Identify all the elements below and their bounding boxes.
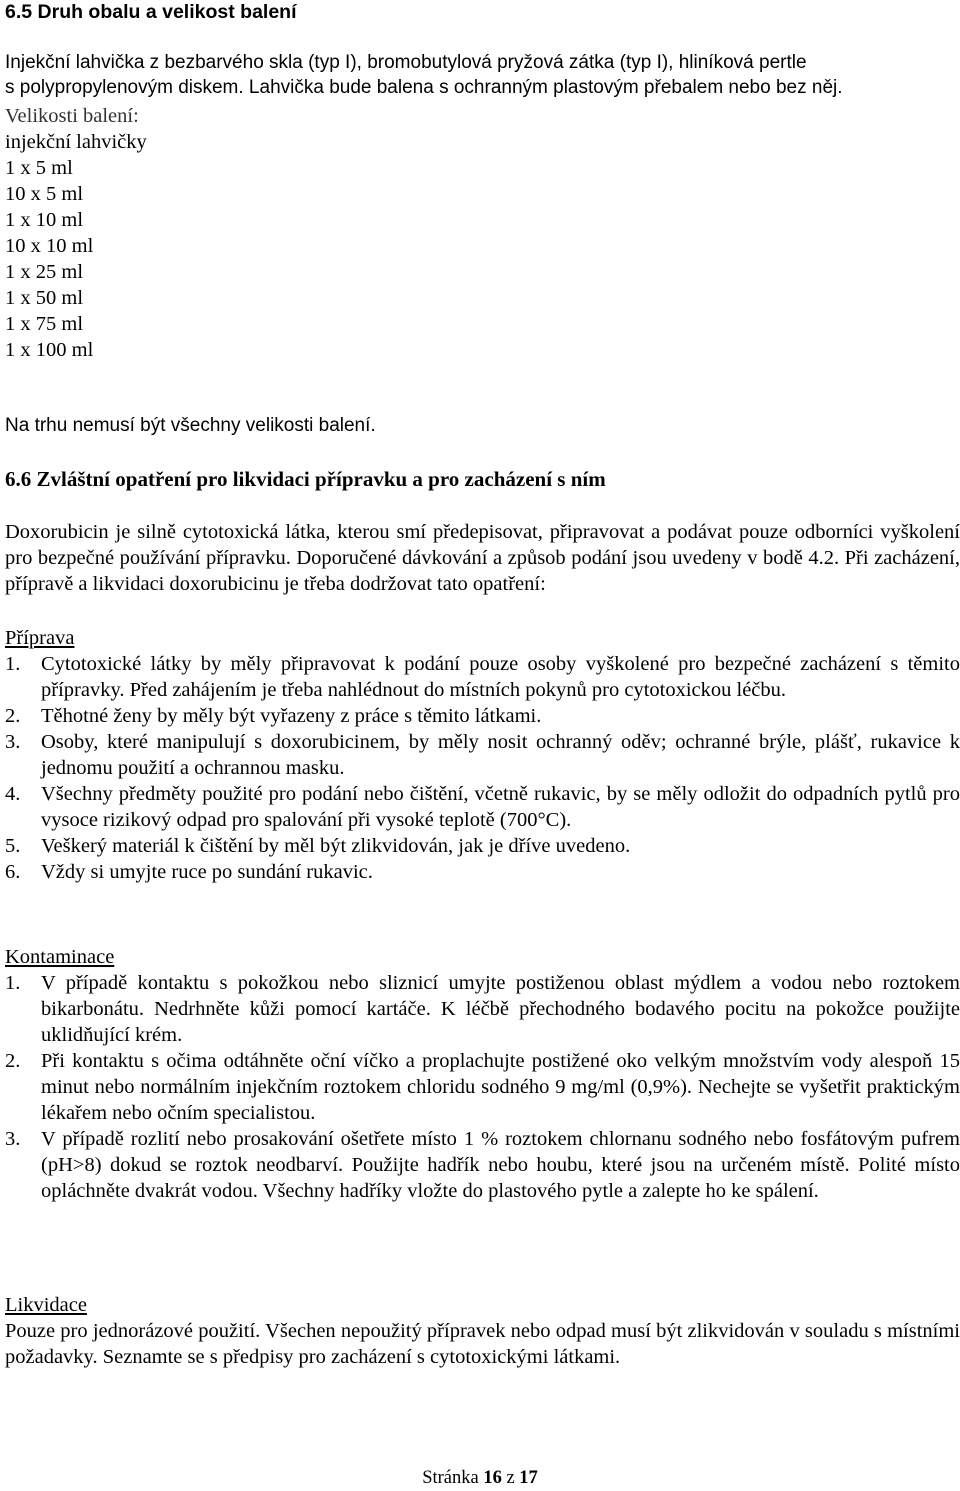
- item-number: 2.: [5, 1050, 21, 1072]
- contamination-item: [5, 970, 960, 1048]
- packaging-paragraph: [5, 50, 960, 100]
- contamination-item: [5, 1048, 960, 1126]
- pack-size: 1 x 10 ml: [5, 209, 84, 231]
- preparation-item: [5, 729, 960, 781]
- pack-sizes: [5, 103, 960, 363]
- item-number: 5.: [5, 835, 21, 857]
- packaging-line-1: Injekční lahvička z bezbarvého skla (typ I), bromobutylová pryžová zátka (typ I), hliníková pertle: [5, 52, 807, 73]
- section-heading-6-6: 6.6 Zvláštní opatření pro likvidaci přípravku a pro zacházení s ním: [5, 467, 606, 491]
- item-text: V případě kontaktu s pokožkou nebo sliznicí umyjte postiženou oblast mýdlem a vodou nebo roztokem bikarbonátu. Nedrhněte kůži pomocí kartáče. K léčbě přechodného bodavého pocitu na pokožce použijte uklidňující krém.: [41, 972, 960, 1046]
- pack-size: 1 x 75 ml: [5, 313, 84, 335]
- pack-size: 1 x 100 ml: [5, 339, 94, 361]
- pack-size: 10 x 5 ml: [5, 183, 84, 205]
- contamination-section: [5, 944, 960, 1204]
- contamination-item: [5, 1126, 960, 1204]
- packaging-line-2: s polypropylenovým diskem. Lahvička bude balena s ochranným plastovým přebalem nebo bez něj.: [5, 77, 843, 98]
- preparation-item: [5, 859, 960, 885]
- preparation-item: [5, 651, 960, 703]
- item-text: Veškerý materiál k čištění by měl být zlikvidován, jak je dříve uvedeno.: [41, 835, 631, 857]
- disposal-text: Pouze pro jednorázové použití. Všechen nepoužitý přípravek nebo odpad musí být zlikvidován v souladu s místními požadavky. Seznamte se s předpisy pro zacházení s cytotoxickými látkami.: [5, 1320, 960, 1368]
- availability-note: Na trhu nemusí být všechny velikosti balení.: [5, 415, 376, 436]
- footer-prefix: Stránka: [422, 1468, 484, 1488]
- pack-size: 10 x 10 ml: [5, 235, 94, 257]
- pack-size: 1 x 50 ml: [5, 287, 84, 309]
- preparation-section: [5, 625, 960, 885]
- disposal-title: Likvidace: [5, 1294, 87, 1316]
- item-number: 6.: [5, 861, 21, 883]
- handling-intro: Doxorubicin je silně cytotoxická látka, kterou smí předepisovat, připravovat a podávat pouze odborníci vyškolení pro bezpečné používání přípravku. Doporučené dávkování a způsob podání jsou uvedeny v bodě 4.2. Při zacházení, přípravě a likvidaci doxorubicinu je třeba dodržovat tato opatření:: [5, 521, 960, 595]
- item-number: 3.: [5, 1128, 21, 1150]
- pack-size: 1 x 25 ml: [5, 261, 84, 283]
- footer-page-number: 16: [483, 1468, 502, 1488]
- item-text: V případě rozlití nebo prosakování ošetřete místo 1 % roztokem chlornanu sodného nebo fosfátovým pufrem (pH>8) dokud se roztok neodbarví. Použijte hadřík nebo houbu, které jsou na určeném místě. Polité místo opláchněte dvakrát vodou. Všechny hadříky vložte do plastového pytle a zalepte ho ke spálení.: [41, 1128, 960, 1202]
- preparation-item: [5, 833, 960, 859]
- item-number: 1.: [5, 972, 21, 994]
- item-number: 1.: [5, 653, 21, 675]
- section-heading-6-5: 6.5 Druh obalu a velikost balení: [5, 1, 297, 23]
- item-number: 2.: [5, 705, 21, 727]
- footer-page-total: 17: [519, 1468, 538, 1488]
- item-text: Všechny předměty použité pro podání nebo čištění, včetně rukavic, by se měly odložit do odpadních pytlů pro vysoce rizikový odpad pro spalování při vysoké teplotě (700°C).: [41, 783, 960, 831]
- item-text: Vždy si umyjte ruce po sundání rukavic.: [41, 861, 373, 883]
- footer-mid: z: [501, 1468, 520, 1488]
- page-footer: [0, 1467, 960, 1489]
- pack-sizes-label: Velikosti balení:: [5, 105, 139, 127]
- preparation-item: [5, 703, 960, 729]
- preparation-title: Příprava: [5, 627, 75, 649]
- item-text: Při kontaktu s očima odtáhněte oční víčko a proplachujte postižené oko velkým množstvím vody alespoň 15 minut nebo normálním injekčním roztokem chloridu sodného 9 mg/ml (0,9%). Nechejte se vyšetřit praktickým lékařem nebo očním specialistou.: [41, 1050, 960, 1124]
- pack-size: 1 x 5 ml: [5, 157, 73, 179]
- item-text: Cytotoxické látky by měly připravovat k podání pouze osoby vyškolené pro bezpečné zacházení s těmito přípravky. Před zahájením je třeba nahlédnout do místních pokynů pro cytotoxickou léčbu.: [41, 653, 960, 701]
- item-text: Těhotné ženy by měly být vyřazeny z práce s těmito látkami.: [41, 705, 542, 727]
- item-number: 4.: [5, 783, 21, 805]
- preparation-item: [5, 781, 960, 833]
- item-number: 3.: [5, 731, 21, 753]
- pack-sizes-sub: injekční lahvičky: [5, 131, 147, 153]
- item-text: Osoby, které manipulují s doxorubicinem, by měly nosit ochranný oděv; ochranné brýle, plášť, rukavice k jednomu použití a ochrannou masku.: [41, 731, 960, 779]
- disposal-section: [5, 1292, 960, 1370]
- contamination-title: Kontaminace: [5, 946, 115, 968]
